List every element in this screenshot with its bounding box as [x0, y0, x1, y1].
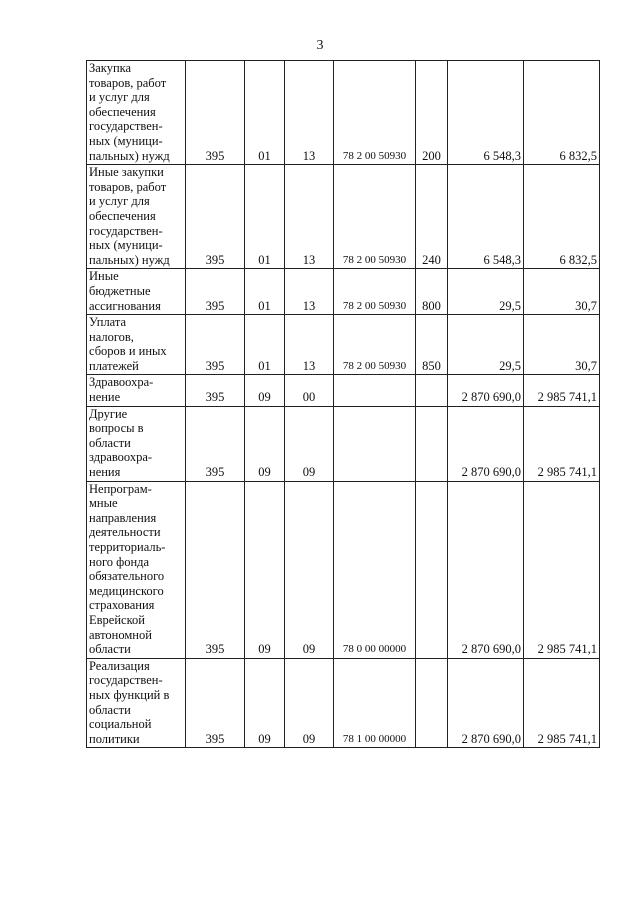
row-name: Здравоохра- нение	[87, 375, 186, 406]
expense-type-code	[416, 481, 448, 658]
section-code: 09	[245, 481, 285, 658]
expense-type-code	[416, 406, 448, 481]
section-code: 09	[245, 658, 285, 748]
amount-year-2: 2 985 741,1	[524, 481, 600, 658]
ministry-code: 395	[186, 481, 245, 658]
subsection-code: 13	[285, 165, 334, 269]
ministry-code: 395	[186, 375, 245, 406]
page-number: 3	[316, 38, 324, 53]
amount-year-2: 2 985 741,1	[524, 406, 600, 481]
table-row	[87, 375, 600, 406]
amount-year-1: 2 870 690,0	[448, 406, 524, 481]
amount-year-1: 2 870 690,0	[448, 375, 524, 406]
section-code: 01	[245, 315, 285, 375]
expense-type-code	[416, 375, 448, 406]
subsection-code: 13	[285, 315, 334, 375]
amount-year-1: 29,5	[448, 315, 524, 375]
amount-year-1: 6 548,3	[448, 165, 524, 269]
subsection-code: 09	[285, 481, 334, 658]
subsection-code: 13	[285, 61, 334, 165]
table-row	[87, 481, 600, 658]
expense-type-code	[416, 658, 448, 748]
row-name: Непрограм- мные направления деятельности территориаль- ного фонда обязательного медицинского страхования Еврейской автономной области	[87, 481, 186, 658]
amount-year-1: 29,5	[448, 269, 524, 315]
expense-type-code: 200	[416, 61, 448, 165]
table-row	[87, 61, 600, 165]
ministry-code: 395	[186, 269, 245, 315]
amount-year-2: 30,7	[524, 315, 600, 375]
subsection-code: 13	[285, 269, 334, 315]
table-row	[87, 165, 600, 269]
budget-table	[86, 60, 600, 748]
target-article-code	[334, 406, 416, 481]
budget-table-body	[87, 61, 600, 748]
amount-year-2: 30,7	[524, 269, 600, 315]
target-article-code: 78 2 00 50930	[334, 269, 416, 315]
row-name: Иные бюджетные ассигнования	[87, 269, 186, 315]
table-row	[87, 658, 600, 748]
section-code: 01	[245, 61, 285, 165]
row-name: Иные закупки товаров, работ и услуг для обеспечения государствен- ных (муници- пальных) нужд	[87, 165, 186, 269]
amount-year-2: 2 985 741,1	[524, 658, 600, 748]
table-row	[87, 315, 600, 375]
target-article-code: 78 0 00 00000	[334, 481, 416, 658]
expense-type-code: 800	[416, 269, 448, 315]
ministry-code: 395	[186, 406, 245, 481]
subsection-code: 00	[285, 375, 334, 406]
section-code: 01	[245, 269, 285, 315]
target-article-code: 78 2 00 50930	[334, 315, 416, 375]
section-code: 09	[245, 375, 285, 406]
target-article-code	[334, 375, 416, 406]
expense-type-code: 240	[416, 165, 448, 269]
ministry-code: 395	[186, 165, 245, 269]
table-row	[87, 406, 600, 481]
row-name: Уплата налогов, сборов и иных платежей	[87, 315, 186, 375]
target-article-code: 78 2 00 50930	[334, 61, 416, 165]
row-name: Другие вопросы в области здравоохра- нения	[87, 406, 186, 481]
amount-year-2: 6 832,5	[524, 61, 600, 165]
expense-type-code: 850	[416, 315, 448, 375]
amount-year-1: 2 870 690,0	[448, 481, 524, 658]
section-code: 09	[245, 406, 285, 481]
amount-year-2: 2 985 741,1	[524, 375, 600, 406]
row-name: Закупка товаров, работ и услуг для обеспечения государствен- ных (муници- пальных) нужд	[87, 61, 186, 165]
subsection-code: 09	[285, 406, 334, 481]
ministry-code: 395	[186, 61, 245, 165]
table-row	[87, 269, 600, 315]
target-article-code: 78 1 00 00000	[334, 658, 416, 748]
section-code: 01	[245, 165, 285, 269]
subsection-code: 09	[285, 658, 334, 748]
amount-year-1: 6 548,3	[448, 61, 524, 165]
ministry-code: 395	[186, 315, 245, 375]
amount-year-2: 6 832,5	[524, 165, 600, 269]
ministry-code: 395	[186, 658, 245, 748]
target-article-code: 78 2 00 50930	[334, 165, 416, 269]
amount-year-1: 2 870 690,0	[448, 658, 524, 748]
row-name: Реализация государствен- ных функций в области социальной политики	[87, 658, 186, 748]
